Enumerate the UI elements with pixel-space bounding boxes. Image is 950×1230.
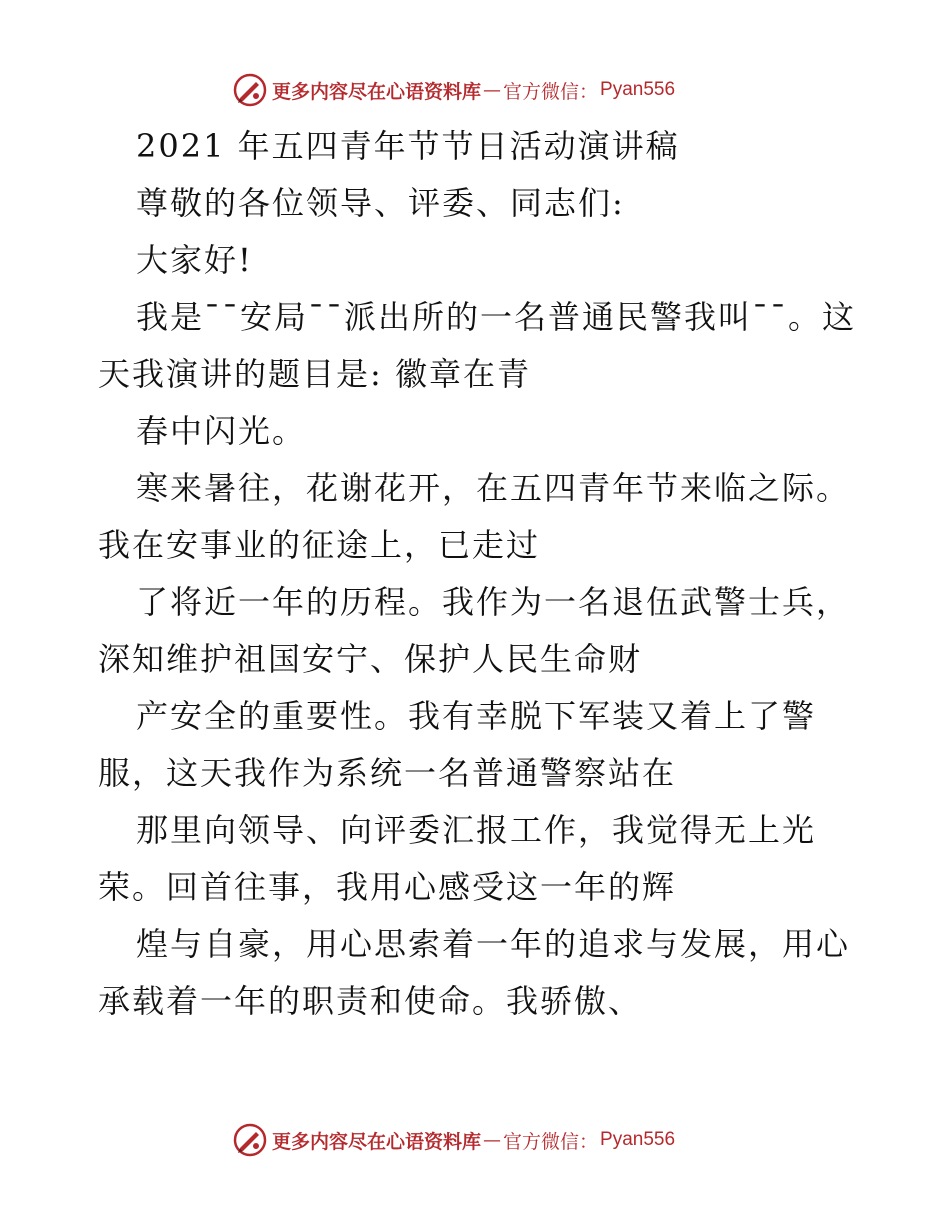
speech-line: 服，这天我作为系统一名普通警察站在 — [98, 754, 677, 792]
speech-line: 产安全的重要性。我有幸脱下军装又着上了警 — [136, 697, 817, 735]
speech-line: 了将近一年的历程。我作为一名退伍武警士兵， — [136, 583, 851, 621]
banner-wechat-id: Pyan556 — [600, 1129, 676, 1150]
banner-separator: — — [483, 1129, 502, 1151]
speech-line: 寒来暑往，花谢花开，在五四青年节来临之际。 — [136, 469, 851, 507]
speech-line: 承载着一年的职责和使命。我骄傲、 — [98, 982, 643, 1020]
header-watermark — [232, 70, 712, 110]
speech-line: 荣。回首往事，我用心感受这一年的辉 — [98, 868, 677, 906]
speech-line: 我在安事业的征途上，已走过 — [98, 526, 541, 564]
speech-line: 我是¯¯安局¯¯派出所的一名普通民警我叫¯¯。这 — [136, 298, 857, 336]
speech-line: 深知维护祖国安宁、保护人民生命财 — [98, 640, 643, 678]
speech-body — [98, 118, 858, 1030]
speech-line: 大家好! — [136, 241, 253, 279]
footer-watermark — [232, 1120, 712, 1160]
pen-logo-icon — [232, 1122, 268, 1158]
banner-wechat-label: 官方微信： — [503, 80, 599, 103]
banner-separator: — — [483, 79, 502, 101]
banner-wechat-label: 官方微信： — [503, 1130, 599, 1153]
speech-title: 2021 年五四青年节节日活动演讲稿 — [136, 127, 680, 165]
speech-line: 春中闪光。 — [136, 412, 307, 450]
speech-line: 那里向领导、向评委汇报工作，我觉得无上光 — [136, 811, 817, 849]
banner-slogan: 更多内容尽在心语资料库 — [272, 80, 482, 103]
banner-wechat-id: Pyan556 — [600, 79, 676, 100]
pen-logo-icon — [232, 72, 268, 108]
speech-line: 天我演讲的题目是: 徽章在青 — [98, 355, 531, 393]
speech-line: 尊敬的各位领导、评委、同志们: — [136, 184, 625, 222]
banner-slogan: 更多内容尽在心语资料库 — [272, 1130, 482, 1153]
speech-line: 煌与自豪，用心思索着一年的追求与发展，用心 — [136, 925, 851, 963]
